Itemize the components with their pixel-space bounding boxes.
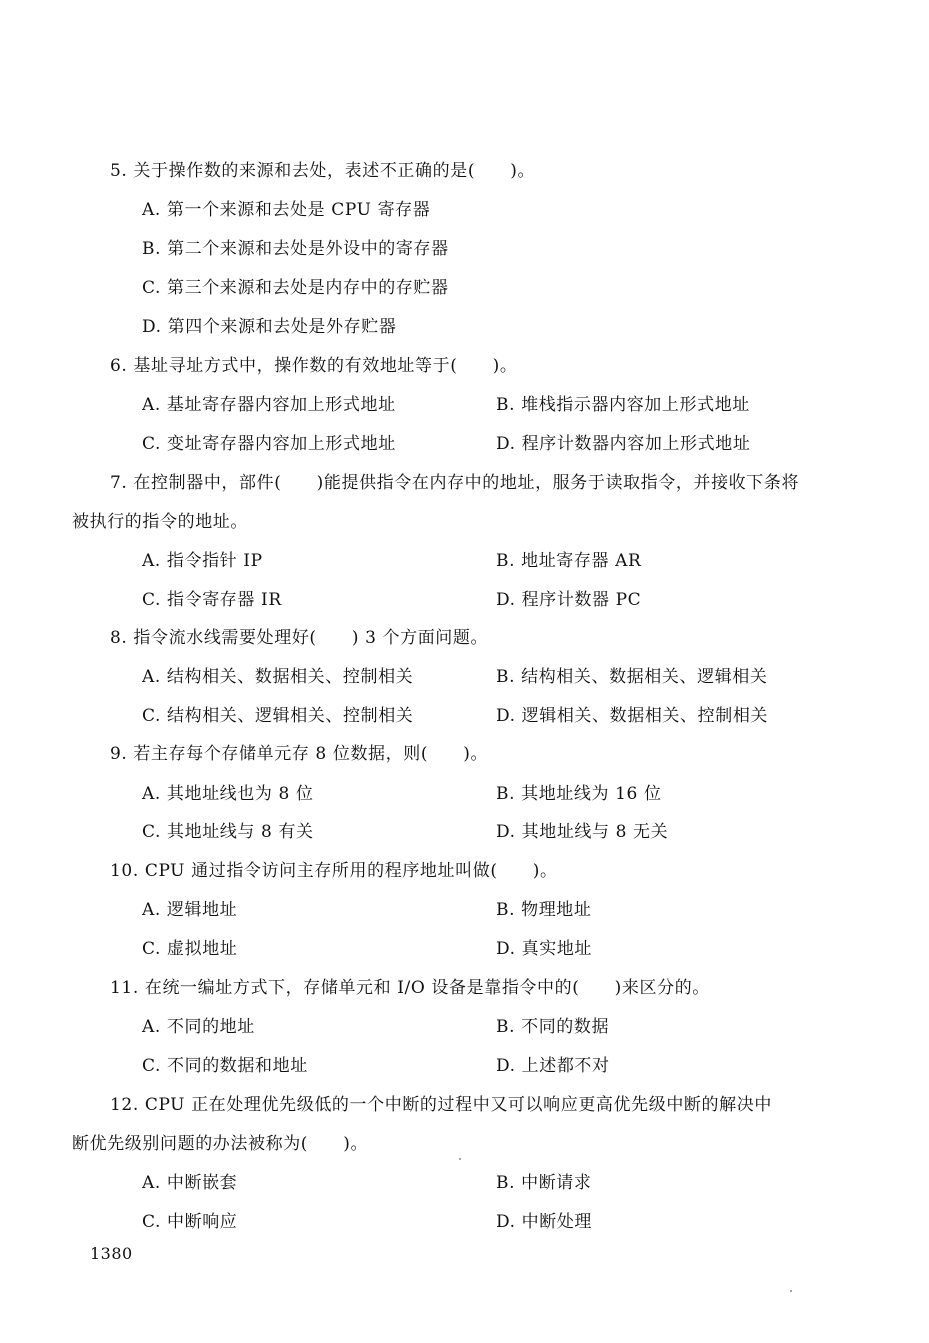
- question-12-option-c: C. 中断响应: [142, 1212, 238, 1232]
- question-12-stem-continued: 断优先级别问题的办法被称为( )。: [72, 1134, 369, 1154]
- question-6-option-d: D. 程序计数器内容加上形式地址: [496, 434, 751, 454]
- question-9-option-d: D. 其地址线与 8 无关: [496, 822, 669, 842]
- question-5-option-c: C. 第三个来源和去处是内存中的存贮器: [142, 278, 449, 298]
- question-8-option-c: C. 结构相关、逻辑相关、控制相关: [142, 706, 414, 726]
- question-10-option-c: C. 虚拟地址: [142, 939, 238, 959]
- question-10-option-a: A. 逻辑地址: [142, 900, 238, 920]
- question-10-option-b: B. 物理地址: [496, 900, 592, 920]
- question-6-stem: 6. 基址寻址方式中，操作数的有效地址等于( )。: [110, 356, 518, 376]
- question-7-stem-continued: 被执行的指令的地址。: [72, 512, 248, 532]
- question-6-option-c: C. 变址寄存器内容加上形式地址: [142, 434, 396, 454]
- question-7-option-c: C. 指令寄存器 IR: [142, 590, 282, 610]
- question-8-option-b: B. 结构相关、数据相关、逻辑相关: [496, 667, 768, 687]
- question-6-option-b: B. 堆栈指示器内容加上形式地址: [496, 395, 750, 415]
- question-12-option-b: B. 中断请求: [496, 1173, 592, 1193]
- question-5-option-d: D. 第四个来源和去处是外存贮器: [142, 317, 397, 337]
- question-7-option-d: D. 程序计数器 PC: [496, 590, 642, 610]
- question-12-option-d: D. 中断处理: [496, 1212, 593, 1232]
- page-number: 1380: [90, 1244, 133, 1263]
- question-7-stem: 7. 在控制器中，部件( )能提供指令在内存中的地址，服务于读取指令，并接收下条将: [110, 473, 800, 493]
- question-12-stem: 12. CPU 正在处理优先级低的一个中断的过程中又可以响应更高优先级中断的解决中: [110, 1095, 772, 1115]
- question-11-option-d: D. 上述都不对: [496, 1056, 610, 1076]
- question-8-option-d: D. 逻辑相关、数据相关、控制相关: [496, 706, 769, 726]
- question-7-option-a: A. 指令指针 IP: [142, 551, 263, 571]
- question-11-stem: 11. 在统一编址方式下，存储单元和 I/O 设备是靠指令中的( )来区分的。: [110, 978, 710, 998]
- question-5-option-a: A. 第一个来源和去处是 CPU 寄存器: [142, 200, 431, 220]
- question-11-option-a: A. 不同的地址: [142, 1017, 255, 1037]
- scan-speck: [790, 1290, 792, 1292]
- question-8-option-a: A. 结构相关、数据相关、控制相关: [142, 667, 414, 687]
- question-6-option-a: A. 基址寄存器内容加上形式地址: [142, 395, 396, 415]
- question-10-stem: 10. CPU 通过指令访问主存所用的程序地址叫做( )。: [110, 861, 558, 881]
- question-5-stem: 5. 关于操作数的来源和去处，表述不正确的是( )。: [110, 161, 536, 181]
- question-5-option-b: B. 第二个来源和去处是外设中的寄存器: [142, 239, 449, 259]
- question-9-option-a: A. 其地址线也为 8 位: [142, 784, 314, 804]
- question-7-option-b: B. 地址寄存器 AR: [496, 551, 642, 571]
- question-11-option-c: C. 不同的数据和地址: [142, 1056, 308, 1076]
- question-9-stem: 9. 若主存每个存储单元存 8 位数据，则( )。: [110, 744, 489, 764]
- question-12-option-a: A. 中断嵌套: [142, 1173, 238, 1193]
- scan-speck: [459, 1158, 461, 1160]
- question-9-option-b: B. 其地址线为 16 位: [496, 784, 662, 804]
- question-9-option-c: C. 其地址线与 8 有关: [142, 822, 314, 842]
- question-11-option-b: B. 不同的数据: [496, 1017, 610, 1037]
- question-10-option-d: D. 真实地址: [496, 939, 593, 959]
- question-8-stem: 8. 指令流水线需要处理好( ) 3 个方面问题。: [110, 628, 489, 648]
